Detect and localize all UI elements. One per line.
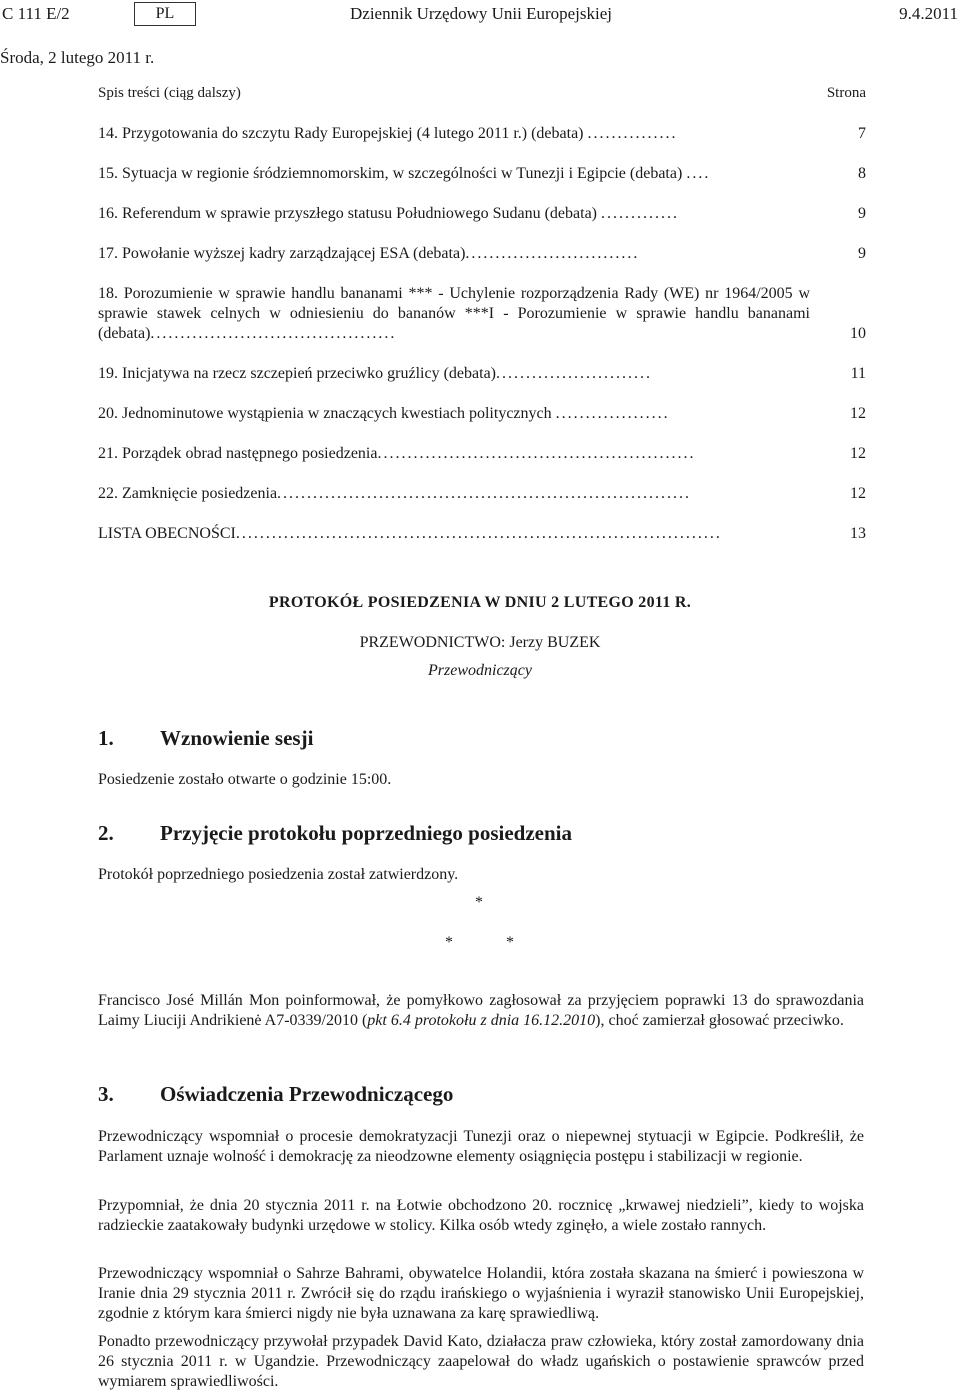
toc-page-column-label: Strona <box>826 85 866 101</box>
toc-item-page: 7 <box>858 125 866 142</box>
toc-item <box>98 284 866 344</box>
section-heading <box>98 726 313 751</box>
toc-item-text: LISTA OBECNOŚCI................................................................................. <box>98 525 722 542</box>
separator-star: * <box>445 934 453 951</box>
toc-item-text: 18. Porozumienie w sprawie handlu bananami *** - Uchylenie rozporządzenia Rady (WE) nr 1964/2005 w sprawie stawek celnych w odniesieniu do bananów ***I - Porozumienie w sprawie handlu bananami (debata)......................................... <box>98 285 810 342</box>
section-number: 1. <box>98 726 114 750</box>
protocol-reference: pkt 6.4 protokołu z dnia 16.12.2010 <box>367 1012 596 1029</box>
section-heading <box>98 821 572 846</box>
toc-heading-row <box>98 85 866 102</box>
paragraph: Francisco José Millán Mon poinformował, że pomyłkowo zagłosował za przyjęciem poprawki 13 do sprawozdania Laimy Liuciji Andrikienė A7-0339/2010 (pkt 6.4 protokołu z dnia 16.12.2010), choć zamierzał głosować przeciwko. <box>98 992 864 1029</box>
session-date: Środa, 2 lutego 2011 r. <box>0 48 155 67</box>
toc-item-text: 19. Inicjatywa na rzecz szczepień przeciwko gruźlicy (debata).......................... <box>98 365 652 382</box>
page-header <box>0 4 960 26</box>
toc-item-text: 20. Jednominutowe wystąpienia w znaczących kwestiach politycznych ................... <box>98 405 670 422</box>
paragraph: Przewodniczący wspomniał o procesie demokratyzacji Tunezji oraz o niepewnej stytuacji w Egipcie. Podkreślił, że Parlament uznaje wolność i demokrację za nieodzowne elementy osiągnięcia postępu i stabilizacji w regionie. <box>98 1128 864 1165</box>
section-title: Wznowienie sesji <box>160 726 314 750</box>
toc-item-page: 12 <box>850 485 866 502</box>
toc-heading: Spis treści (ciąg dalszy) <box>98 85 241 101</box>
toc-item-text: 15. Sytuacja w regionie śródziemnomorskim, w szczególności w Tunezji i Egipcie (debata) .... <box>98 165 711 182</box>
toc-item-page: 8 <box>858 165 866 182</box>
toc-item-page: 10 <box>850 325 866 342</box>
paragraph: Przypomniał, że dnia 20 stycznia 2011 r. na Łotwie obchodzono 20. rocznicę „krwawej niedzieli”, kiedy to wojska radzieckie zaatakowały budynki urzędowe w stolicy. Kilka osób wtedy zginęło, a wiele zostało rannych. <box>98 1197 864 1234</box>
toc-item-text: 17. Powołanie wyższej kadry zarządzającej ESA (debata)............................. <box>98 245 640 262</box>
chair-role: Przewodniczący <box>428 662 532 679</box>
chair-line: PRZEWODNICTWO: Jerzy BUZEK <box>359 634 601 651</box>
protocol-title: PROTOKÓŁ POSIEDZENIA W DNIU 2 LUTEGO 2011 R. <box>268 594 692 611</box>
toc-item-page: 12 <box>850 405 866 422</box>
section-number: 2. <box>98 821 114 845</box>
page-reference: C 111 E/2 <box>2 4 70 23</box>
toc-item-page: 13 <box>850 525 866 542</box>
toc-item-text: 22. Zamknięcie posiedzenia..................................................................... <box>98 485 692 502</box>
toc-item-page: 12 <box>850 445 866 462</box>
separator-star: * <box>475 894 483 911</box>
paragraph: Posiedzenie zostało otwarte o godzinie 15:00. <box>98 771 392 788</box>
section-heading <box>98 1082 453 1107</box>
toc-item-page: 9 <box>858 205 866 222</box>
toc-item-text: 21. Porządek obrad następnego posiedzenia..................................................... <box>98 445 696 462</box>
language-badge: PL <box>134 2 196 26</box>
section-number: 3. <box>98 1082 114 1106</box>
toc-item-text: 16. Referendum w sprawie przyszłego statusu Południowego Sudanu (debata) ............. <box>98 205 679 222</box>
paragraph: Ponadto przewodniczący przywołał przypadek David Kato, działacza praw człowieka, który został zamordowany dnia 26 stycznia 2011 r. w Ugandzie. Przewodniczący zaapelował do władz ugańskich o postawienie sprawców przed wymiarem sprawiedliwości. <box>98 1333 864 1390</box>
toc-item-page: 9 <box>858 245 866 262</box>
paragraph: Przewodniczący wspomniał o Sahrze Bahrami, obywatelce Holandii, która została skazana na śmierć i powieszona w Iranie dnia 29 stycznia 2011 r. Zwrócił się do rządu irańskiego o wyjaśnienia i wyraził stanowisko Unii Europejskiej, zgodnie z którym kara śmierci nigdy nie była uznawana za karę sprawiedliwą. <box>98 1265 864 1322</box>
section-title: Przyjęcie protokołu poprzedniego posiedzenia <box>160 821 572 845</box>
publication-date: 9.4.2011 <box>899 4 958 23</box>
toc-item-text: 14. Przygotowania do szczytu Rady Europejskiej (4 lutego 2011 r.) (debata) ............... <box>98 125 678 142</box>
section-title: Oświadczenia Przewodniczącego <box>160 1082 454 1106</box>
toc-item-page: 11 <box>850 365 866 382</box>
journal-title: Dziennik Urzędowy Unii Europejskiej <box>350 4 613 23</box>
paragraph: Protokół poprzedniego posiedzenia został zatwierdzony. <box>98 866 459 883</box>
separator-star: * <box>506 934 514 951</box>
